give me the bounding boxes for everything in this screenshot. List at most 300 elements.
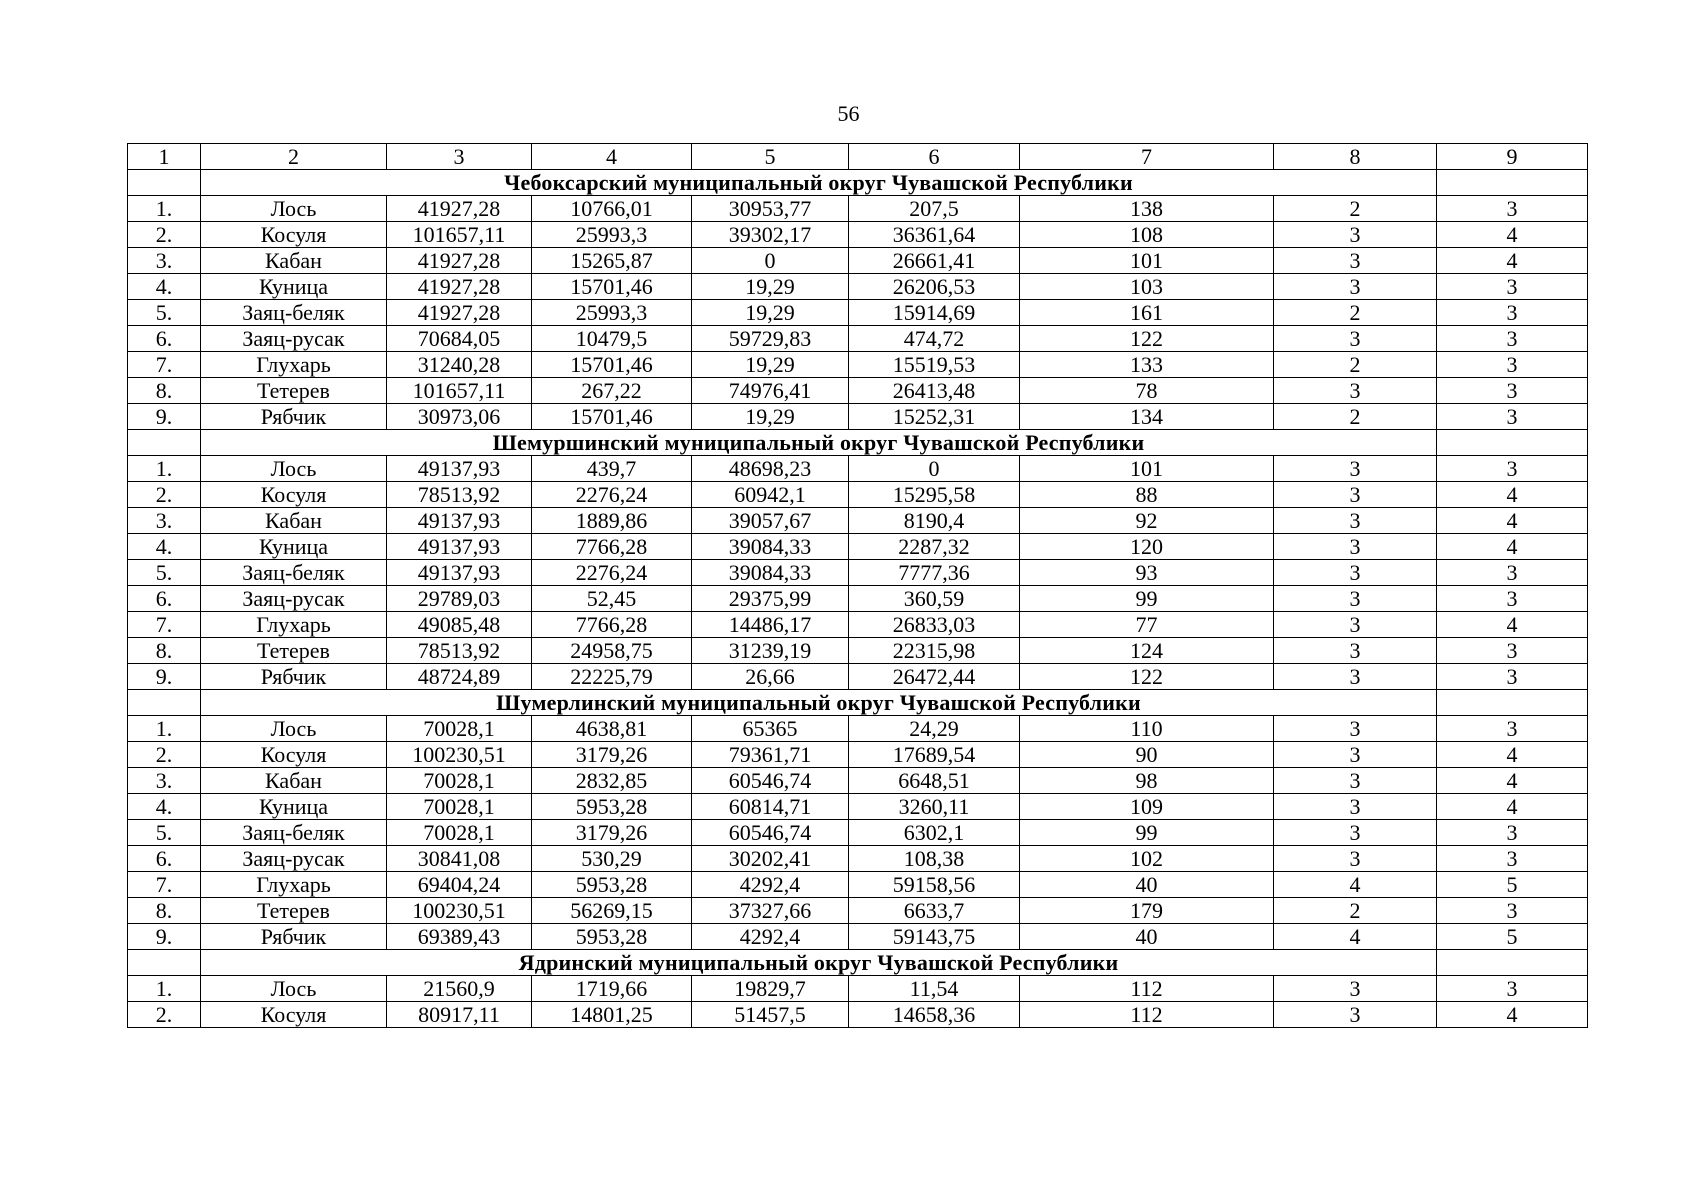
table-row (128, 898, 1588, 924)
table-cell: Лось (201, 976, 387, 1002)
table-cell: 30953,77 (692, 196, 849, 222)
table-cell: 6648,51 (849, 768, 1020, 794)
table-row (128, 664, 1588, 690)
table-cell: 6633,7 (849, 898, 1020, 924)
table-cell: 112 (1020, 1002, 1274, 1028)
table-cell: 30202,41 (692, 846, 849, 872)
section-spacer-cell (1437, 170, 1588, 196)
table-cell: 1. (128, 456, 201, 482)
table-cell: 3 (1274, 716, 1437, 742)
table-cell: 26413,48 (849, 378, 1020, 404)
column-header: 1 (128, 144, 201, 170)
table-cell: Куница (201, 274, 387, 300)
table-cell: 80917,11 (387, 1002, 532, 1028)
column-header: 6 (849, 144, 1020, 170)
table-cell: 41927,28 (387, 248, 532, 274)
table-cell: 2 (1274, 352, 1437, 378)
table-cell: 6. (128, 326, 201, 352)
table-cell: 5 (1437, 924, 1588, 950)
table-cell: Тетерев (201, 378, 387, 404)
table-cell: 3 (1274, 846, 1437, 872)
table-cell: 41927,28 (387, 300, 532, 326)
table-row (128, 326, 1588, 352)
table-cell: 88 (1020, 482, 1274, 508)
table-cell: 25993,3 (532, 222, 692, 248)
table-cell: Заяц-русак (201, 846, 387, 872)
table-cell: 15252,31 (849, 404, 1020, 430)
table-cell: 3. (128, 508, 201, 534)
table-cell: 4. (128, 534, 201, 560)
table-cell: 207,5 (849, 196, 1020, 222)
table-cell: 78513,92 (387, 638, 532, 664)
table-cell: 3. (128, 768, 201, 794)
table-cell: 93 (1020, 560, 1274, 586)
table-cell: 3 (1437, 586, 1588, 612)
table-cell: Лось (201, 196, 387, 222)
table-cell: 29789,03 (387, 586, 532, 612)
table-cell: 2832,85 (532, 768, 692, 794)
table-cell: 3 (1437, 638, 1588, 664)
table-cell: 3 (1274, 586, 1437, 612)
table-cell: 3 (1437, 456, 1588, 482)
table-cell: 48698,23 (692, 456, 849, 482)
table-cell: Косуля (201, 742, 387, 768)
table-cell: 3 (1437, 196, 1588, 222)
table-cell: 8. (128, 898, 201, 924)
table-cell: 78513,92 (387, 482, 532, 508)
table-cell: 3 (1274, 1002, 1437, 1028)
table-cell: 78 (1020, 378, 1274, 404)
table-cell: 79361,71 (692, 742, 849, 768)
table-cell: Заяц-русак (201, 586, 387, 612)
table-cell: 3 (1274, 482, 1437, 508)
table-row (128, 742, 1588, 768)
column-header: 8 (1274, 144, 1437, 170)
table-cell: Лось (201, 456, 387, 482)
table-cell: 3179,26 (532, 742, 692, 768)
table-cell: 179 (1020, 898, 1274, 924)
table-cell: 4 (1437, 248, 1588, 274)
table-cell: 2287,32 (849, 534, 1020, 560)
table-cell: 5953,28 (532, 872, 692, 898)
table-cell: 530,29 (532, 846, 692, 872)
table-cell: 3 (1437, 378, 1588, 404)
table-cell: 5. (128, 300, 201, 326)
table-cell: 122 (1020, 664, 1274, 690)
table-cell: 161 (1020, 300, 1274, 326)
table-cell: 70028,1 (387, 768, 532, 794)
table-cell: Кабан (201, 248, 387, 274)
table-cell: 360,59 (849, 586, 1020, 612)
table-cell: 4 (1437, 612, 1588, 638)
table-row (128, 638, 1588, 664)
table-cell: 2 (1274, 404, 1437, 430)
table-cell: 9. (128, 924, 201, 950)
table-cell: 4292,4 (692, 924, 849, 950)
table-cell: 4. (128, 794, 201, 820)
hunting-resources-table (127, 143, 1588, 1028)
section-header-row (128, 690, 1588, 716)
table-cell: 49137,93 (387, 508, 532, 534)
table-cell: 92 (1020, 508, 1274, 534)
table-cell: 3 (1274, 222, 1437, 248)
section-title: Чебоксарский муниципальный округ Чувашской Республики (201, 170, 1437, 196)
table-cell: Кабан (201, 508, 387, 534)
table-cell: 49137,93 (387, 456, 532, 482)
table-cell: 101657,11 (387, 378, 532, 404)
table-cell: 30841,08 (387, 846, 532, 872)
table-cell: 2. (128, 482, 201, 508)
table-cell: 7766,28 (532, 612, 692, 638)
table-cell: 22225,79 (532, 664, 692, 690)
table-cell: 70684,05 (387, 326, 532, 352)
section-header-row (128, 950, 1588, 976)
table-cell: 59143,75 (849, 924, 1020, 950)
table-cell: 6. (128, 846, 201, 872)
table-cell: 9. (128, 404, 201, 430)
table-cell: 3 (1437, 976, 1588, 1002)
table-cell: Тетерев (201, 638, 387, 664)
table-cell: 17689,54 (849, 742, 1020, 768)
table-cell: 10479,5 (532, 326, 692, 352)
table-cell: 4 (1274, 924, 1437, 950)
table-cell: 4. (128, 274, 201, 300)
table-cell: 59158,56 (849, 872, 1020, 898)
table-cell: 3 (1437, 716, 1588, 742)
table-cell: 39084,33 (692, 534, 849, 560)
table-cell: 4 (1437, 794, 1588, 820)
table-cell: 3 (1274, 456, 1437, 482)
table-cell: 2276,24 (532, 482, 692, 508)
table-cell: 26,66 (692, 664, 849, 690)
table-cell: 3 (1437, 664, 1588, 690)
table-cell: 19,29 (692, 300, 849, 326)
table-cell: 24958,75 (532, 638, 692, 664)
table-cell: 70028,1 (387, 820, 532, 846)
table-cell: Рябчик (201, 404, 387, 430)
table-cell: 99 (1020, 820, 1274, 846)
table-cell: Куница (201, 794, 387, 820)
table-cell: 1. (128, 716, 201, 742)
table-cell: 49137,93 (387, 534, 532, 560)
table-cell: 40 (1020, 872, 1274, 898)
page-number: 56 (837, 101, 860, 126)
table-cell: Лось (201, 716, 387, 742)
table-cell: 4638,81 (532, 716, 692, 742)
table-cell: 56269,15 (532, 898, 692, 924)
table-cell: 4 (1437, 534, 1588, 560)
table-cell: 60942,1 (692, 482, 849, 508)
table-cell: 14658,36 (849, 1002, 1020, 1028)
table-cell: 39084,33 (692, 560, 849, 586)
table-cell: 0 (849, 456, 1020, 482)
table-row (128, 924, 1588, 950)
table-cell: 24,29 (849, 716, 1020, 742)
table-cell: 40 (1020, 924, 1274, 950)
table-cell: 3260,11 (849, 794, 1020, 820)
table-cell: 8. (128, 378, 201, 404)
table-cell: 3 (1274, 976, 1437, 1002)
table-cell: 112 (1020, 976, 1274, 1002)
table-cell: 5953,28 (532, 924, 692, 950)
table-row (128, 534, 1588, 560)
table-cell: 2 (1274, 898, 1437, 924)
table-cell: Рябчик (201, 924, 387, 950)
section-spacer-cell (1437, 950, 1588, 976)
table-cell: 69404,24 (387, 872, 532, 898)
table-cell: 0 (692, 248, 849, 274)
table-cell: 124 (1020, 638, 1274, 664)
table-cell: 1719,66 (532, 976, 692, 1002)
table-cell: 19,29 (692, 274, 849, 300)
table-cell: 1. (128, 196, 201, 222)
column-header: 4 (532, 144, 692, 170)
table-cell: 102 (1020, 846, 1274, 872)
section-header-row (128, 170, 1588, 196)
table-cell: 109 (1020, 794, 1274, 820)
table-cell: 134 (1020, 404, 1274, 430)
table-cell: 3 (1274, 664, 1437, 690)
table-cell: 2 (1274, 300, 1437, 326)
table-row (128, 508, 1588, 534)
table-cell: 3 (1274, 508, 1437, 534)
table-cell: 26206,53 (849, 274, 1020, 300)
table-cell: 15701,46 (532, 274, 692, 300)
table-cell: 60814,71 (692, 794, 849, 820)
table-row (128, 352, 1588, 378)
table-cell: 5953,28 (532, 794, 692, 820)
table-cell: 15914,69 (849, 300, 1020, 326)
table-cell: 21560,9 (387, 976, 532, 1002)
table-cell: 3 (1437, 404, 1588, 430)
table-cell: Глухарь (201, 352, 387, 378)
table-cell: Заяц-русак (201, 326, 387, 352)
table-cell: Рябчик (201, 664, 387, 690)
table-cell: 3 (1274, 820, 1437, 846)
table-cell: 4292,4 (692, 872, 849, 898)
section-spacer-cell (128, 950, 201, 976)
table-cell: 3 (1274, 794, 1437, 820)
table-cell: 52,45 (532, 586, 692, 612)
table-cell: 3 (1274, 378, 1437, 404)
table-cell: 59729,83 (692, 326, 849, 352)
table-cell: 60546,74 (692, 820, 849, 846)
section-spacer-cell (128, 430, 201, 456)
table-cell: 267,22 (532, 378, 692, 404)
section-header-row (128, 430, 1588, 456)
table-row (128, 612, 1588, 638)
table-row (128, 300, 1588, 326)
table-row (128, 456, 1588, 482)
table-cell: 3 (1437, 820, 1588, 846)
table-cell: 30973,06 (387, 404, 532, 430)
table-cell: 4 (1274, 872, 1437, 898)
table-cell: 36361,64 (849, 222, 1020, 248)
table-cell: 41927,28 (387, 196, 532, 222)
column-header: 7 (1020, 144, 1274, 170)
table-cell: 3 (1274, 326, 1437, 352)
table-row (128, 222, 1588, 248)
table-row (128, 378, 1588, 404)
table-cell: 5 (1437, 872, 1588, 898)
table-cell: 138 (1020, 196, 1274, 222)
table-cell: 60546,74 (692, 768, 849, 794)
table-cell: 2276,24 (532, 560, 692, 586)
table-cell: Куница (201, 534, 387, 560)
table-body (128, 144, 1588, 1028)
table-cell: 133 (1020, 352, 1274, 378)
table-cell: Косуля (201, 482, 387, 508)
table-cell: 8190,4 (849, 508, 1020, 534)
table-cell: 15701,46 (532, 404, 692, 430)
table-cell: Косуля (201, 222, 387, 248)
table-cell: 26472,44 (849, 664, 1020, 690)
table-cell: 6302,1 (849, 820, 1020, 846)
table-cell: 10766,01 (532, 196, 692, 222)
table-cell: 2. (128, 1002, 201, 1028)
table-cell: 4 (1437, 482, 1588, 508)
table-cell: 3 (1274, 612, 1437, 638)
table-cell: 51457,5 (692, 1002, 849, 1028)
table-cell: 2. (128, 742, 201, 768)
table-cell: 1. (128, 976, 201, 1002)
table-cell: 103 (1020, 274, 1274, 300)
table-cell: 6. (128, 586, 201, 612)
table-cell: 31240,28 (387, 352, 532, 378)
table-cell: 4 (1437, 222, 1588, 248)
table-cell: 31239,19 (692, 638, 849, 664)
table-cell: 7. (128, 872, 201, 898)
table-cell: 474,72 (849, 326, 1020, 352)
table-cell: 37327,66 (692, 898, 849, 924)
table-cell: 3 (1274, 768, 1437, 794)
table-cell: 7. (128, 612, 201, 638)
column-header: 2 (201, 144, 387, 170)
table-cell: 41927,28 (387, 274, 532, 300)
table-cell: Заяц-беляк (201, 820, 387, 846)
table-cell: 100230,51 (387, 898, 532, 924)
table-cell: 1889,86 (532, 508, 692, 534)
section-title: Шумерлинский муниципальный округ Чувашской Республики (201, 690, 1437, 716)
table-cell: 69389,43 (387, 924, 532, 950)
table-cell: 98 (1020, 768, 1274, 794)
table-row (128, 794, 1588, 820)
table-cell: Глухарь (201, 872, 387, 898)
table-cell: 7777,36 (849, 560, 1020, 586)
section-spacer-cell (1437, 430, 1588, 456)
table-cell: 26833,03 (849, 612, 1020, 638)
table-cell: 15701,46 (532, 352, 692, 378)
table-cell: 70028,1 (387, 716, 532, 742)
table-row (128, 976, 1588, 1002)
table-cell: 8. (128, 638, 201, 664)
table-cell: 5. (128, 560, 201, 586)
table-cell: 3 (1437, 300, 1588, 326)
table-cell: 4 (1437, 742, 1588, 768)
table-cell: 439,7 (532, 456, 692, 482)
table-cell: 101657,11 (387, 222, 532, 248)
table-cell: 65365 (692, 716, 849, 742)
table-row (128, 716, 1588, 742)
table-cell: 3 (1274, 534, 1437, 560)
table-cell: 3 (1437, 274, 1588, 300)
column-header: 3 (387, 144, 532, 170)
table-cell: 120 (1020, 534, 1274, 560)
table-cell: 4 (1437, 768, 1588, 794)
table-row (128, 248, 1588, 274)
table-cell: 90 (1020, 742, 1274, 768)
column-header: 9 (1437, 144, 1588, 170)
section-spacer-cell (128, 170, 201, 196)
table-cell: 3 (1274, 248, 1437, 274)
table-cell: 74976,41 (692, 378, 849, 404)
table-cell: 49085,48 (387, 612, 532, 638)
table-cell: 2 (1274, 196, 1437, 222)
table-cell: 49137,93 (387, 560, 532, 586)
table-cell: Глухарь (201, 612, 387, 638)
table-cell: Заяц-беляк (201, 300, 387, 326)
table-cell: 3 (1437, 846, 1588, 872)
table-cell: 108 (1020, 222, 1274, 248)
table-cell: 5. (128, 820, 201, 846)
table-row (128, 820, 1588, 846)
section-spacer-cell (1437, 690, 1588, 716)
table-row (128, 872, 1588, 898)
table-cell: Косуля (201, 1002, 387, 1028)
table-cell: 9. (128, 664, 201, 690)
column-header: 5 (692, 144, 849, 170)
table-row (128, 586, 1588, 612)
table-cell: 15519,53 (849, 352, 1020, 378)
table-cell: 39302,17 (692, 222, 849, 248)
table-cell: 19829,7 (692, 976, 849, 1002)
table-cell: 48724,89 (387, 664, 532, 690)
table-cell: Кабан (201, 768, 387, 794)
table-cell: 7766,28 (532, 534, 692, 560)
table-cell: 15265,87 (532, 248, 692, 274)
table-cell: Заяц-беляк (201, 560, 387, 586)
table-cell: 3179,26 (532, 820, 692, 846)
table-cell: 108,38 (849, 846, 1020, 872)
table-cell: 15295,58 (849, 482, 1020, 508)
table-cell: 3 (1274, 274, 1437, 300)
table-cell: 4 (1437, 508, 1588, 534)
table-cell: 4 (1437, 1002, 1588, 1028)
table-cell: 14801,25 (532, 1002, 692, 1028)
table-cell: 3 (1437, 352, 1588, 378)
table-cell: 29375,99 (692, 586, 849, 612)
column-number-row (128, 144, 1588, 170)
table-cell: 3 (1437, 560, 1588, 586)
table-cell: 101 (1020, 248, 1274, 274)
table-cell: 39057,67 (692, 508, 849, 534)
table-row (128, 482, 1588, 508)
section-spacer-cell (128, 690, 201, 716)
table-cell: 3 (1274, 742, 1437, 768)
table-cell: 14486,17 (692, 612, 849, 638)
table-cell: 3 (1437, 326, 1588, 352)
table-cell: 122 (1020, 326, 1274, 352)
table-cell: 22315,98 (849, 638, 1020, 664)
table-row (128, 1002, 1588, 1028)
table-cell: 25993,3 (532, 300, 692, 326)
section-title: Ядринский муниципальный округ Чувашской Республики (201, 950, 1437, 976)
table-cell: 11,54 (849, 976, 1020, 1002)
table-row (128, 560, 1588, 586)
table-row (128, 768, 1588, 794)
table-cell: 110 (1020, 716, 1274, 742)
table-row (128, 846, 1588, 872)
